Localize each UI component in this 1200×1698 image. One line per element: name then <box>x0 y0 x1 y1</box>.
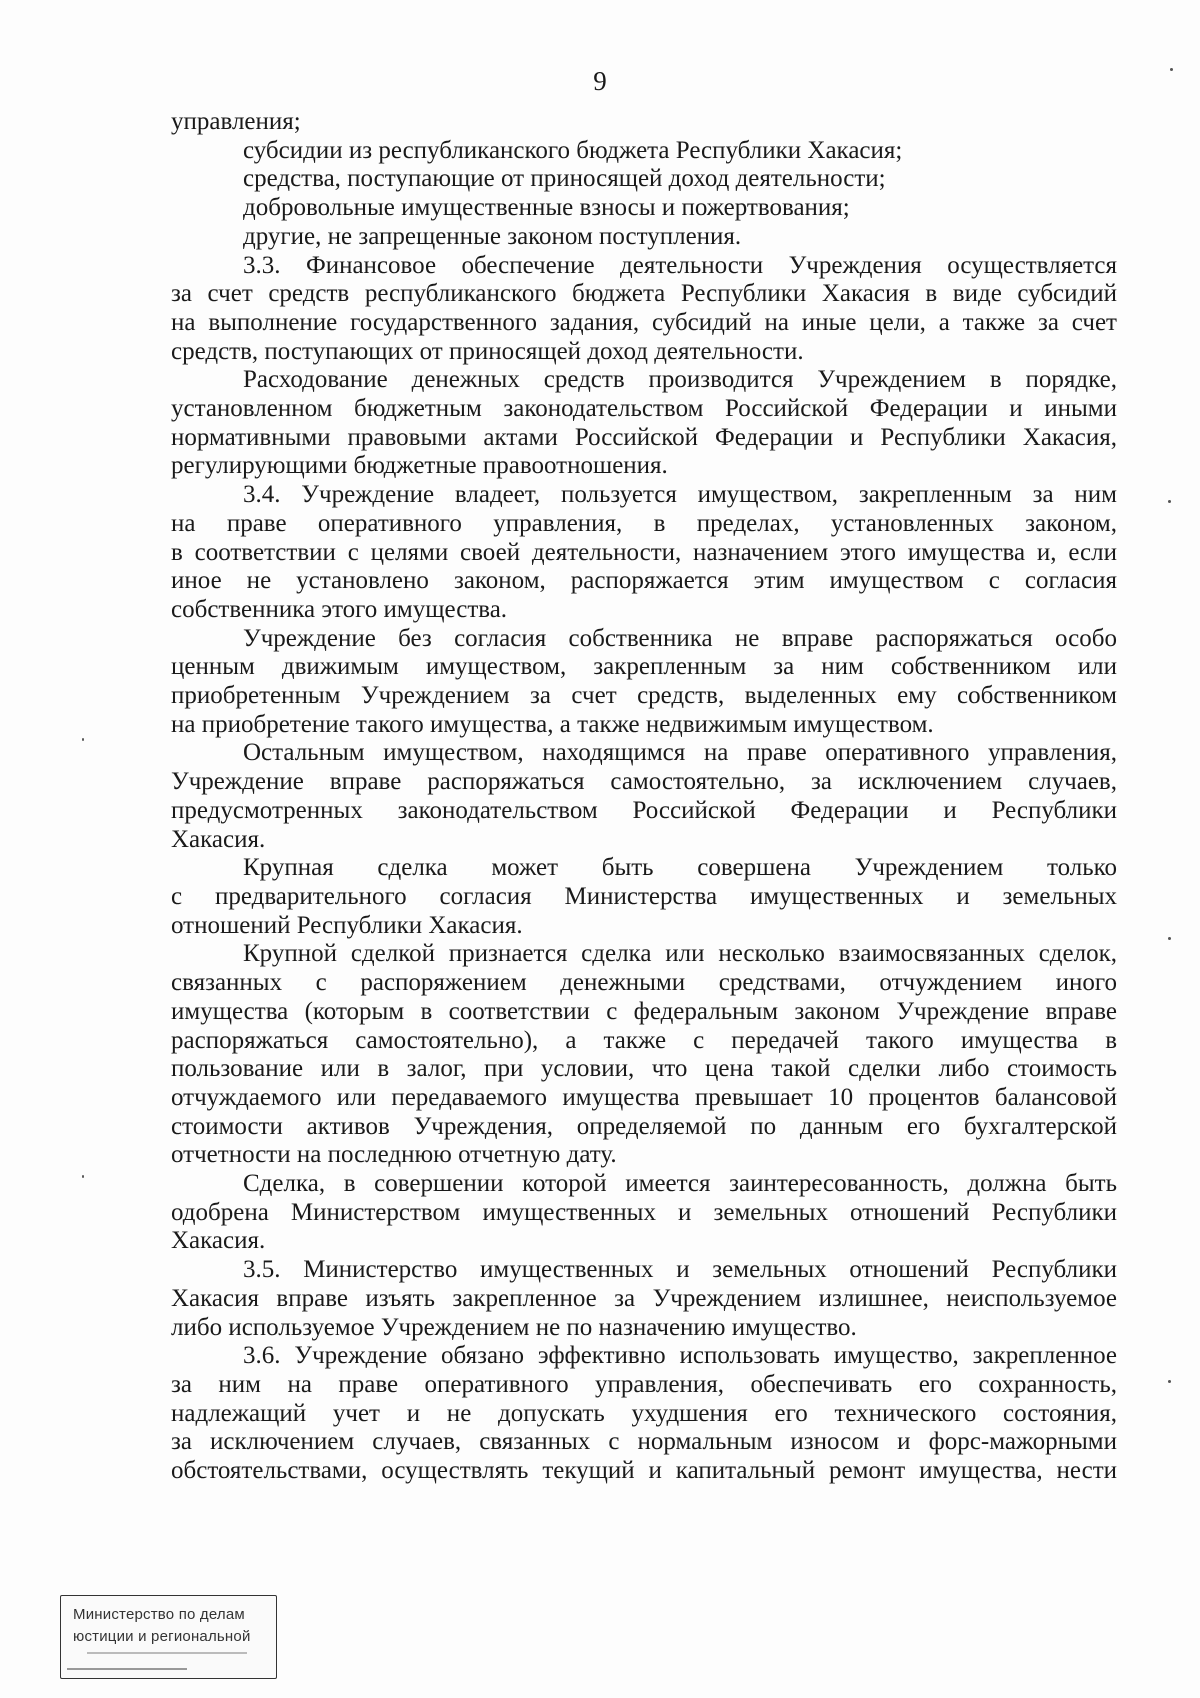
stamp-faint-line <box>87 1652 247 1654</box>
scan-speck <box>1168 937 1171 940</box>
text-line: 3.5. Министерство имущественных и земельных отношений Республики <box>243 1256 1117 1284</box>
text-line: на праве оперативного управления, в пределах, установленных законом, <box>171 509 1117 537</box>
text-line: ценным движимым имуществом, закрепленным за ним собственником или <box>171 653 1117 681</box>
text-line: Остальным имуществом, находящимся на праве оперативного управления, <box>243 739 1117 767</box>
text-line: с предварительного согласия Министерства имущественных и земельных <box>171 882 1117 910</box>
registration-stamp <box>60 1595 277 1679</box>
text-line: добровольные имущественные взносы и пожертвования; <box>243 194 850 222</box>
text-line: пользование или в залог, при условии, что цена такой сделки либо стоимость <box>171 1055 1117 1083</box>
scan-speck <box>1170 68 1173 71</box>
text-line: Крупной сделкой признается сделка или несколько взаимосвязанных сделок, <box>243 940 1117 968</box>
document-body <box>171 108 1117 1486</box>
text-line: Учреждение без согласия собственника не вправе распоряжаться особо <box>243 624 1117 652</box>
text-line: на выполнение государственного задания, субсидий на иные цели, а также за счет <box>171 308 1117 336</box>
stamp-faint-line <box>67 1668 187 1670</box>
text-line: 3.6. Учреждение обязано эффективно использовать имущество, закрепленное <box>243 1342 1117 1370</box>
text-line: Сделка, в совершении которой имеется заинтересованность, должна быть <box>243 1170 1117 1198</box>
text-line: регулирующими бюджетные правоотношения. <box>171 452 668 480</box>
text-line: средств, поступающих от приносящей доход деятельности. <box>171 337 804 365</box>
text-line: надлежащий учет и не допускать ухудшения его технического состояния, <box>171 1399 1117 1427</box>
text-line: субсидии из республиканского бюджета Республики Хакасия; <box>243 136 903 164</box>
scan-speck <box>82 738 84 741</box>
text-line: Хакасия вправе изъять закрепленное за Учреждением излишнее, неиспользуемое <box>171 1284 1117 1312</box>
text-line: за ним на праве оперативного управления, обеспечивать его сохранность, <box>171 1370 1117 1398</box>
text-line: распоряжаться самостоятельно), а также с передачей такого имущества в <box>171 1026 1117 1054</box>
text-line: Крупная сделка может быть совершена Учреждением только <box>243 854 1117 882</box>
text-line: иное не установлено законом, распоряжается этим имуществом с согласия <box>171 567 1117 595</box>
text-line: одобрена Министерством имущественных и земельных отношений Республики <box>171 1198 1117 1226</box>
text-line: за исключением случаев, связанных с нормальным износом и форс-мажорными <box>171 1428 1117 1456</box>
text-line: обстоятельствами, осуществлять текущий и капитальный ремонт имущества, нести <box>171 1457 1117 1485</box>
text-line: 3.3. Финансовое обеспечение деятельности Учреждения осуществляется <box>243 251 1117 279</box>
text-line: управления; <box>171 108 301 135</box>
text-line: Расходование денежных средств производится Учреждением в порядке, <box>243 366 1117 394</box>
text-line: собственника этого имущества. <box>171 595 508 623</box>
text-line: 3.4. Учреждение владеет, пользуется имуществом, закрепленным за ним <box>243 481 1117 509</box>
text-line: в соответствии с целями своей деятельности, назначением этого имущества и, если <box>171 538 1117 566</box>
text-line: отчуждаемого или передаваемого имущества превышает 10 процентов балансовой <box>171 1083 1117 1111</box>
text-line: на приобретение такого имущества, а также недвижимым имуществом. <box>171 710 934 738</box>
text-line: предусмотренных законодательством Российской Федерации и Республики <box>171 796 1117 824</box>
text-line: другие, не запрещенные законом поступления. <box>243 222 742 250</box>
text-line: Хакасия. <box>171 1227 266 1255</box>
text-line: Учреждение вправе распоряжаться самостоятельно, за исключением случаев, <box>171 768 1117 796</box>
text-line: стоимости активов Учреждения, определяемой по данным его бухгалтерской <box>171 1112 1117 1140</box>
page-number: 9 <box>593 66 607 96</box>
text-line: отчетности на последнюю отчетную дату. <box>171 1141 617 1169</box>
text-line: установленном бюджетным законодательством Российской Федерации и иными <box>171 395 1117 423</box>
text-line: нормативными правовыми актами Российской Федерации и Республики Хакасия, <box>171 423 1117 451</box>
scan-speck <box>1168 500 1171 503</box>
stamp-line-2: юстиции и региональной <box>73 1628 251 1645</box>
text-line: отношений Республики Хакасия. <box>171 911 523 939</box>
stamp-line-1: Министерство по делам <box>73 1606 245 1623</box>
text-line: за счет средств республиканского бюджета Республики Хакасия в виде субсидий <box>171 280 1117 308</box>
text-line: связанных с распоряжением денежными средствами, отчуждением иного <box>171 969 1117 997</box>
text-line: либо используемое Учреждением не по назначению имущество. <box>171 1313 857 1341</box>
text-line: средства, поступающие от приносящей доход деятельности; <box>243 165 886 193</box>
text-line: приобретенным Учреждением за счет средств, выделенных ему собственником <box>171 682 1117 710</box>
scan-speck <box>82 1175 84 1178</box>
text-line: имущества (которым в соответствии с федеральным законом Учреждение вправе <box>171 997 1117 1025</box>
text-line: Хакасия. <box>171 825 266 853</box>
scan-speck <box>1168 1380 1171 1383</box>
